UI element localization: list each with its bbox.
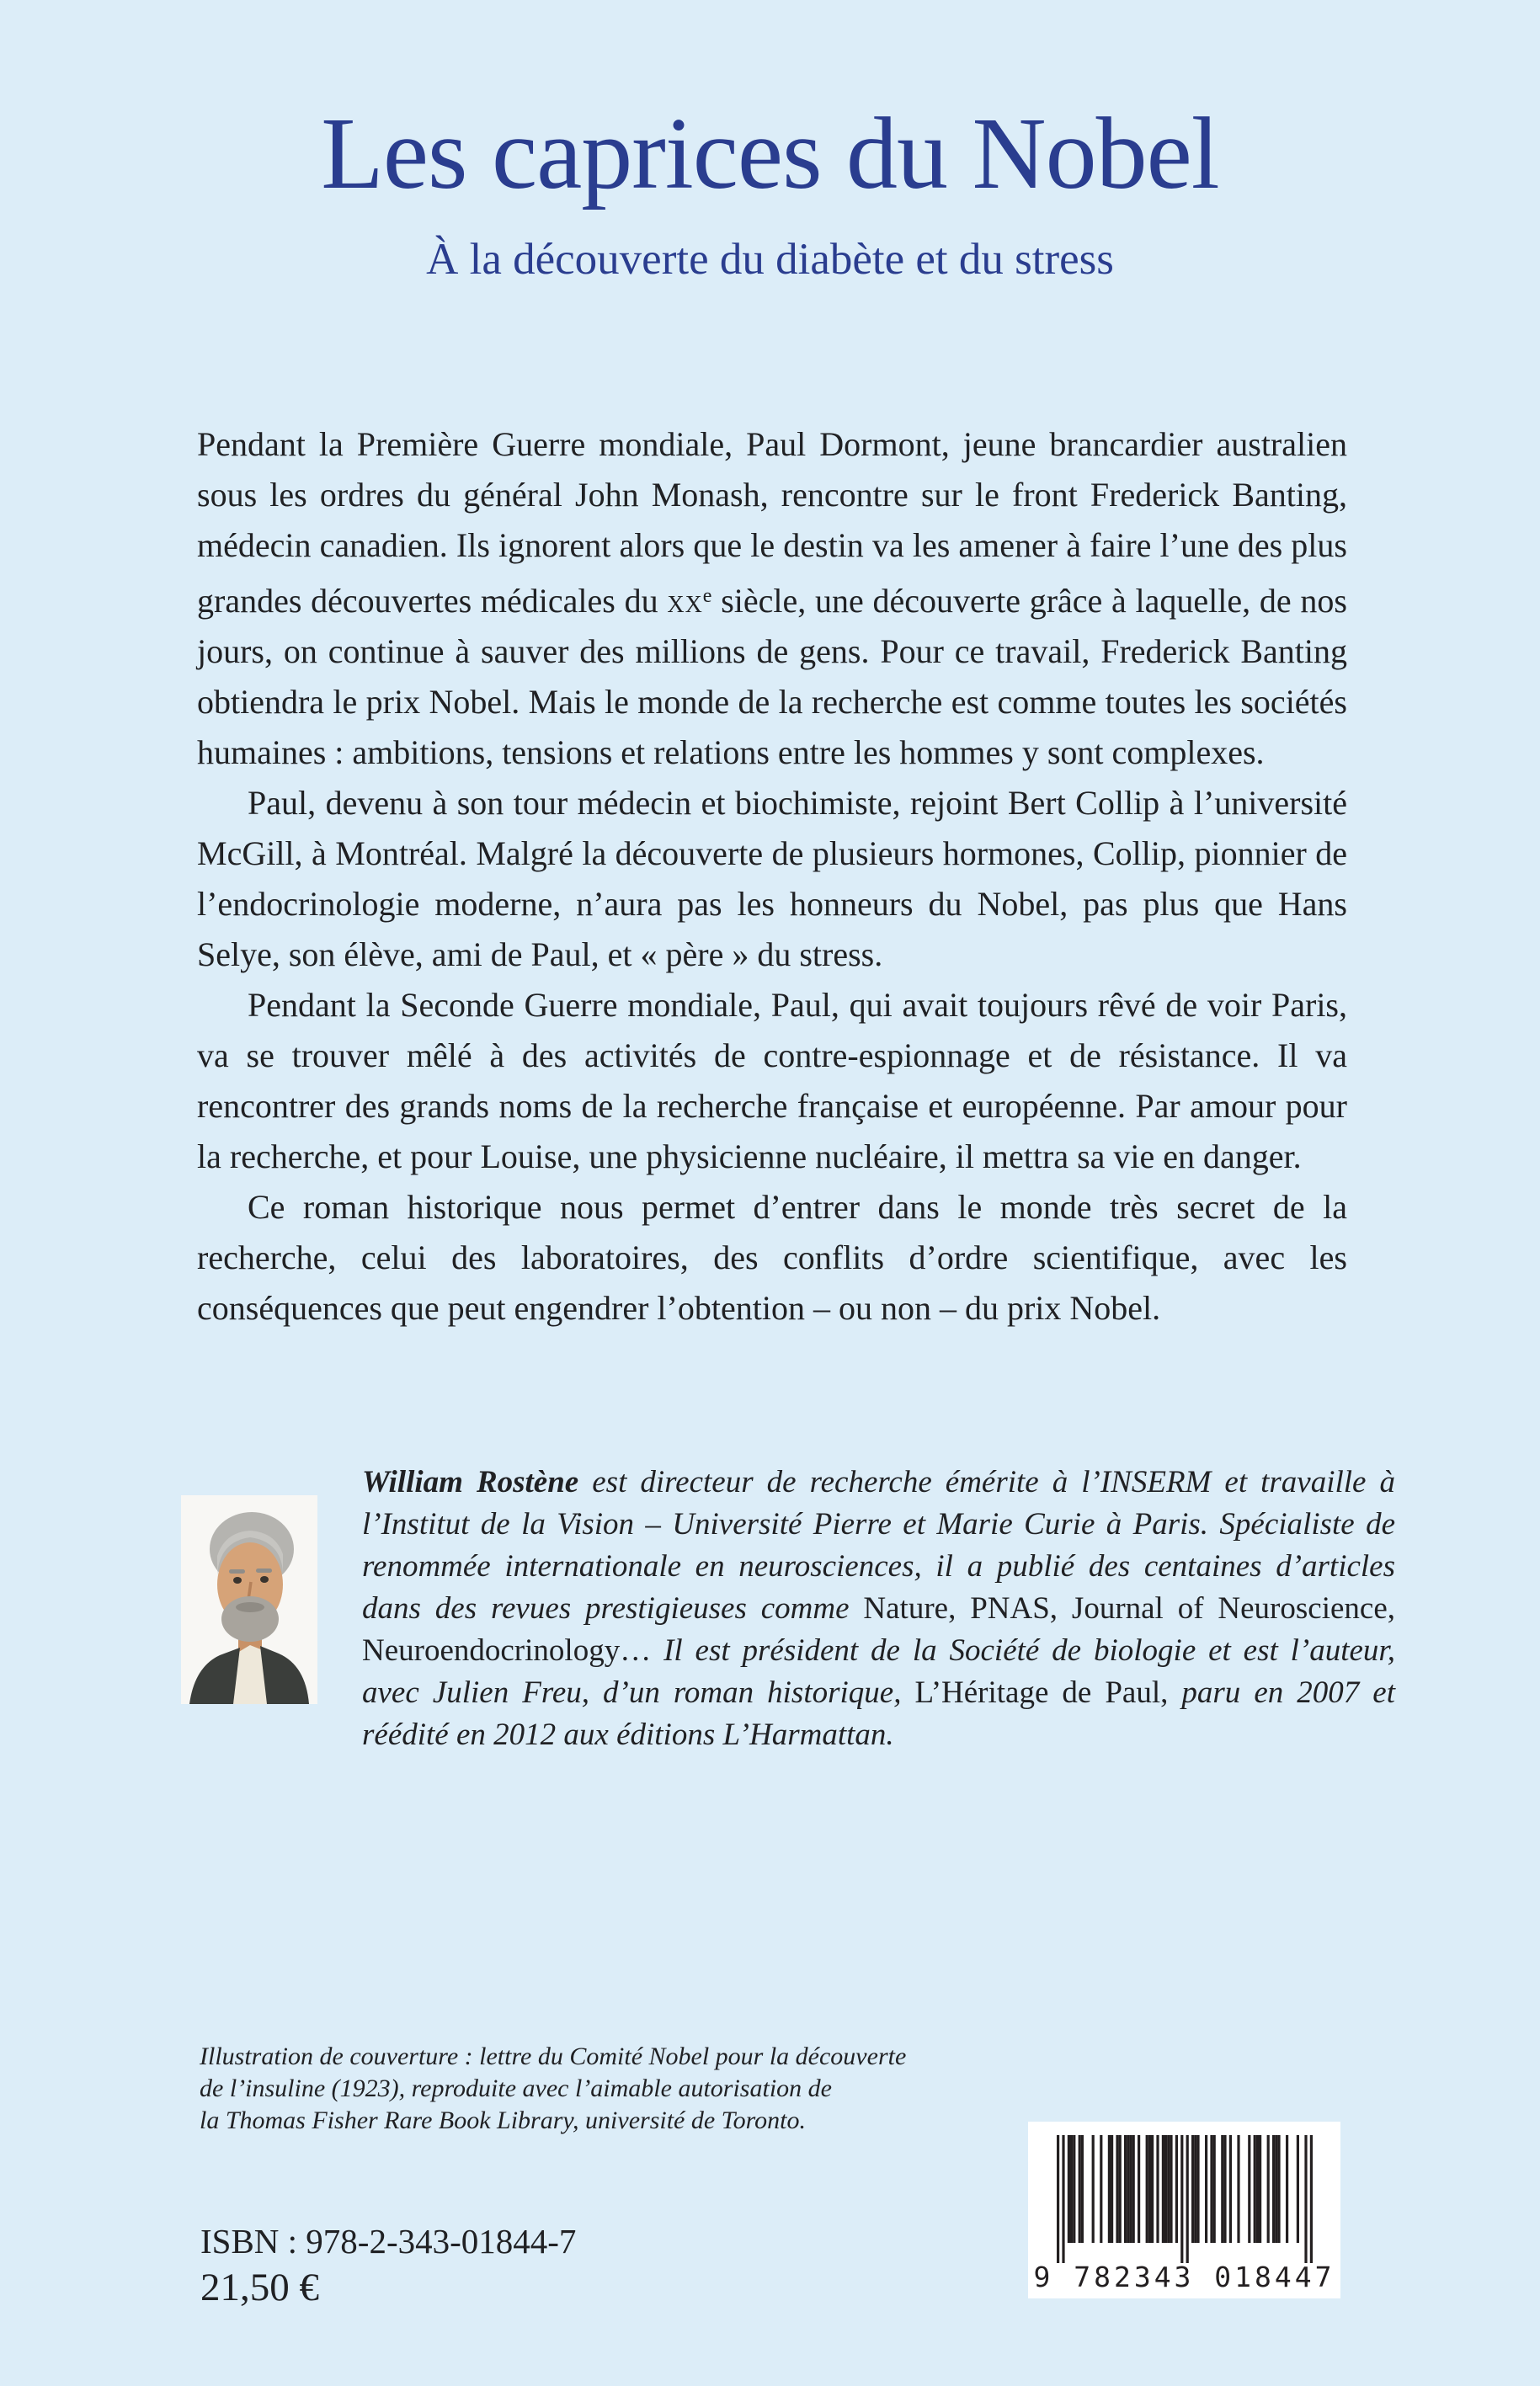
synopsis-paragraph: Ce roman historique nous permet d’entrer dans le monde très secret de la recherche, celui des laboratoires, des conflits d’ordre scientifique, avec les conséquences que peut engendrer l’obtention – ou non – du prix Nobel.	[197, 1188, 1347, 1327]
synopsis	[197, 419, 1347, 1334]
synopsis-paragraph: Pendant la Première Guerre mondiale, Paul Dormont, jeune brancardier australien sous les ordres du général John Monash, rencontre sur le front Frederick Banting, médecin canadien. Ils ignorent alors que le destin va les amener à faire l’une des plus grandes découvertes médicales du $xx^e$ siècle, une découverte grâce à laquelle, de nos jours, on continue à sauver des millions de gens. Pour ce travail, Frederick Banting obtiendra le prix Nobel. Mais le monde de la recherche est comme toutes les sociétés humaines : ambitions, tensions et relations entre les hommes y sont complexes.	[197, 425, 1347, 771]
author-section	[181, 1462, 1395, 1756]
cover-illustration-credit	[200, 2041, 906, 2137]
synopsis-paragraph: Pendant la Seconde Guerre mondiale, Paul, qui avait toujours rêvé de voir Paris, va se trouver mêlé à des activités de contre-espionnage et de résistance. Il va rencontrer des grands noms de la recherche française et européenne. Par amour pour la recherche, et pour Louise, une physicienne nucléaire, il mettra sa vie en danger.	[197, 986, 1347, 1175]
barcode	[1028, 2122, 1340, 2298]
credit-line: la Thomas Fisher Rare Book Library, université de Toronto.	[200, 2106, 806, 2134]
author-bio: William Rostène est directeur de recherche émérite à l’INSERM et travaille à l’Institut de la Vision – Université Pierre et Marie Curie à Paris. Spécialiste de renommée internationale en neurosciences, il a publié des centaines d’articles dans des revues prestigieuses comme Nature, PNAS, Journal of Neuroscience, Neuroendocrinology… Il est président de la Société de biologie et est l’auteur, avec Julien Freu, d’un roman historique, L’Héritage de Paul, paru en 2007 et réédité en 2012 aux éditions L’Harmattan.	[362, 1465, 1395, 1752]
barcode-number: 9 782343 018447	[1033, 2261, 1335, 2293]
author-photo	[181, 1495, 317, 1704]
price-text: 21,50 €	[200, 2266, 319, 2309]
book-title: Les caprices du Nobel	[321, 97, 1219, 210]
barcode-bars	[1057, 2135, 1313, 2263]
book-subtitle: À la découverte du diabète et du stress	[426, 235, 1114, 284]
credit-line: Illustration de couverture : lettre du Comité Nobel pour la découverte	[200, 2042, 907, 2070]
credit-line: de l’insuline (1923), reproduite avec l’aimable autorisation de	[200, 2074, 832, 2102]
isbn-text: ISBN : 978-2-343-01844-7	[200, 2222, 577, 2261]
author-photo-image	[181, 1495, 317, 1704]
synopsis-paragraph: Paul, devenu à son tour médecin et biochimiste, rejoint Bert Collip à l’université McGill, à Montréal. Malgré la découverte de plusieurs hormones, Collip, pionnier de l’endocrinologie moderne, n’aura pas les honneurs du Nobel, pas plus que Hans Selye, son élève, ami de Paul, et « père » du stress.	[197, 784, 1347, 973]
